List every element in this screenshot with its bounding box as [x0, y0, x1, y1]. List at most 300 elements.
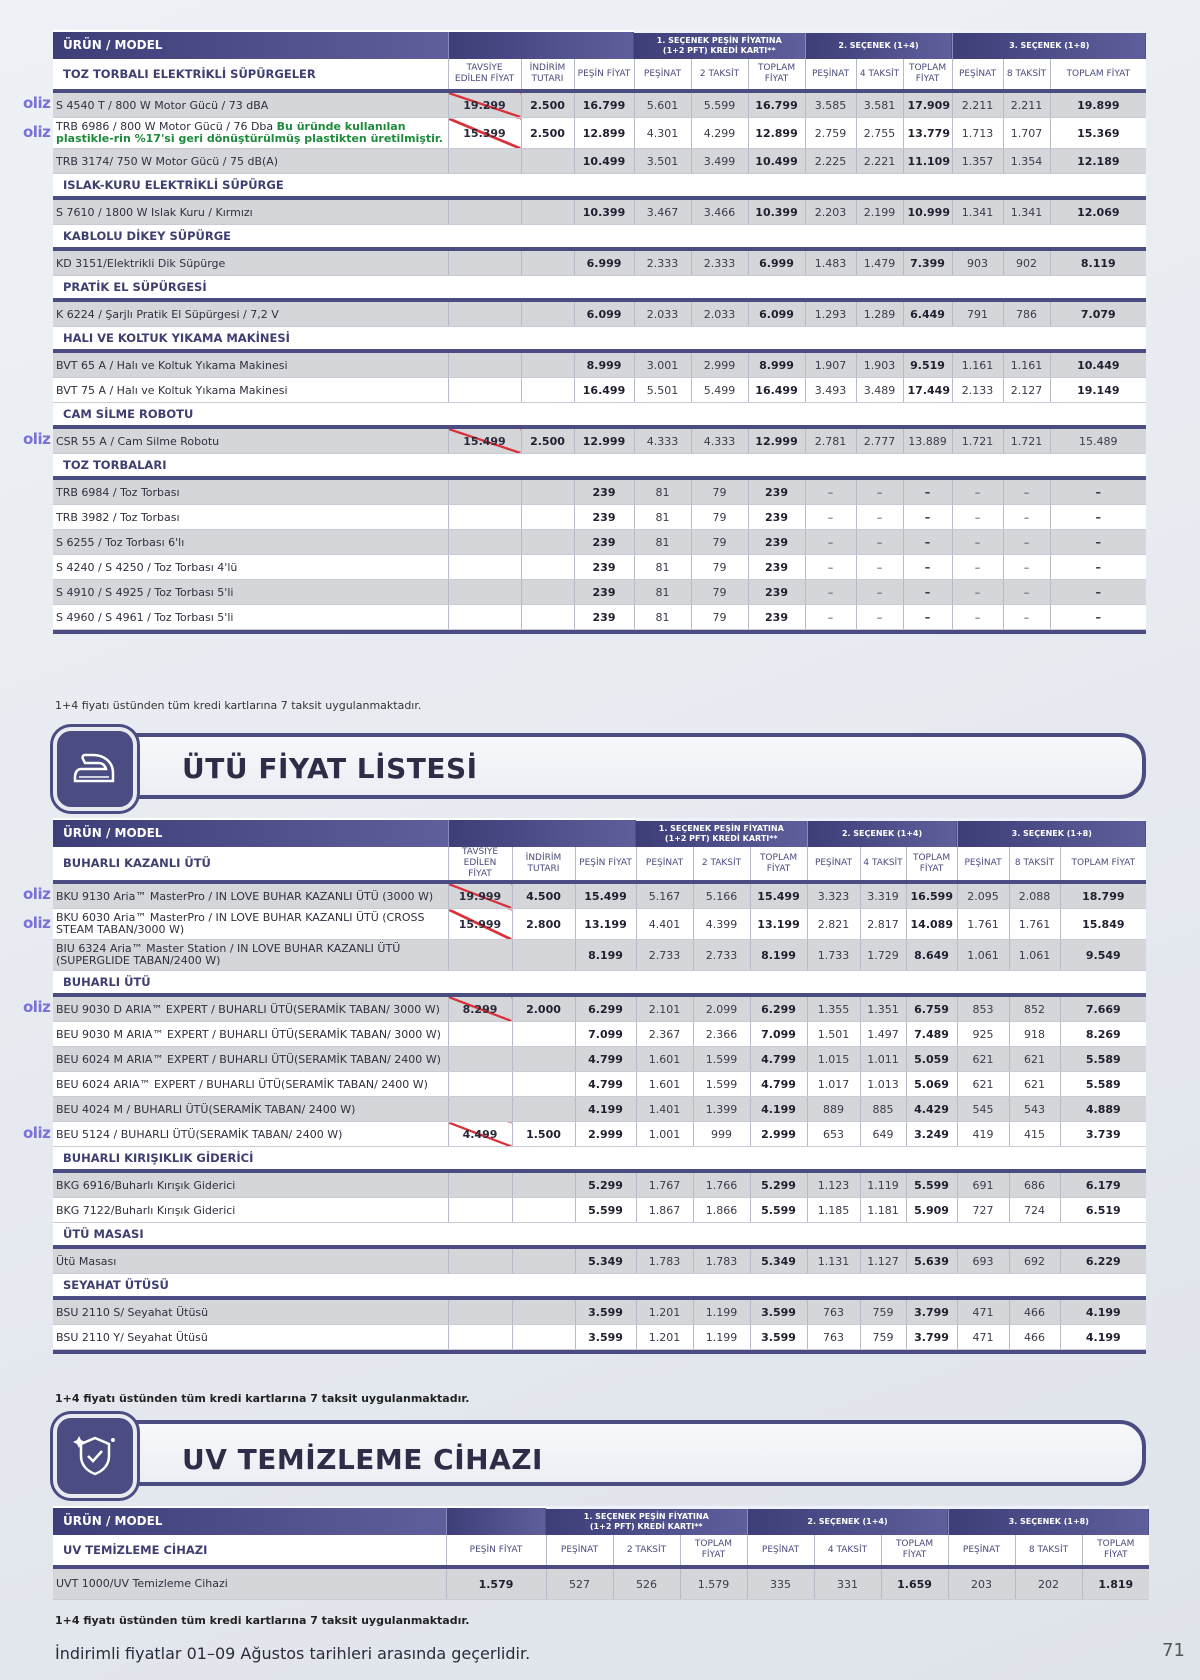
price-cell: 918	[1009, 1022, 1060, 1047]
col-option1: 1. SEÇENEK PEŞİN FİYATINA (1+2 PFT) KREDİ KARTI**	[546, 1508, 747, 1536]
price-cell: 16.799	[574, 91, 634, 118]
price-cell: 2.225	[805, 149, 856, 174]
price-cell: 3.799	[906, 1298, 957, 1325]
price-cell: 239	[748, 605, 805, 630]
price-cell: 791	[952, 300, 1003, 327]
price-cell: 6.229	[1060, 1247, 1146, 1274]
section-header: ISLAK-KURU ELEKTRİKLİ SÜPÜRGE	[53, 174, 1146, 199]
table-row	[53, 427, 1146, 454]
price-cell: –	[805, 478, 856, 505]
product-name	[53, 909, 448, 940]
validity-footer: İndirimli fiyatlar 01–09 Ağustos tarihleri arasında geçerlidir.	[55, 1644, 531, 1663]
product-name-text: S 7610 / 1800 W Islak Kuru / Kırmızı	[56, 205, 253, 219]
price-cell: 1.161	[952, 351, 1003, 378]
price-cell: 16.599	[906, 882, 957, 909]
col-toplam: TOPLAM FİYAT	[680, 1535, 747, 1567]
discount-cell	[521, 580, 574, 605]
discount-cell	[512, 1072, 575, 1097]
price-cell: 1.017	[807, 1072, 860, 1097]
col-tavsiye: TAVSİYE EDİLEN FİYAT	[448, 59, 521, 91]
list-price-cell: 19.999	[448, 882, 512, 909]
discount-cell	[512, 1171, 575, 1198]
price-cell: 1.013	[860, 1072, 906, 1097]
price-cell: 3.319	[860, 882, 906, 909]
price-cell: 526	[613, 1567, 680, 1600]
product-name-text: BEU 6024 ARIA™ EXPERT / BUHARLI ÜTÜ(SERAMİK TABAN/ 2400 W)	[56, 1077, 428, 1091]
col-toplam: TOPLAM FİYAT	[748, 59, 805, 91]
product-name-text: BEU 9030 D ARIA™ EXPERT / BUHARLI ÜTÜ(SERAMİK TABAN/ 3000 W)	[56, 1002, 440, 1016]
price-cell: 5.059	[906, 1047, 957, 1072]
price-cell: 1.015	[807, 1047, 860, 1072]
price-cell: –	[903, 505, 952, 530]
col-pesinat: PEŞİNAT	[634, 59, 691, 91]
product-name	[53, 1097, 448, 1122]
list-price-cell	[448, 505, 521, 530]
price-cell: 724	[1009, 1198, 1060, 1223]
price-cell: 5.349	[750, 1247, 807, 1274]
price-cell: 3.501	[634, 149, 691, 174]
product-name	[53, 505, 448, 530]
col-toplam: TOPLAM FİYAT	[750, 847, 807, 882]
product-name-text: BVT 75 A / Halı ve Koltuk Yıkama Makinesi	[56, 383, 288, 397]
price-cell: 1.707	[1003, 118, 1050, 149]
price-cell: 3.489	[856, 378, 903, 403]
price-cell: 239	[748, 478, 805, 505]
price-cell: 2.999	[750, 1122, 807, 1147]
list-price-cell	[448, 605, 521, 630]
col-option3: 3. SEÇENEK (1+8)	[957, 820, 1146, 848]
uv-icon-box	[53, 1414, 137, 1498]
price-cell: 2.759	[805, 118, 856, 149]
price-cell: 8.119	[1050, 249, 1146, 276]
oliz-logo: oliz	[23, 1124, 51, 1142]
price-cell: 2.221	[856, 149, 903, 174]
list-price-cell	[448, 1047, 512, 1072]
price-cell: 2.133	[952, 378, 1003, 403]
list-price-cell: 4.499	[448, 1122, 512, 1147]
product-name-text: BSU 2110 Y/ Seyahat Ütüsü	[56, 1330, 208, 1344]
discount-cell	[521, 198, 574, 225]
discount-cell	[512, 1022, 575, 1047]
price-cell: 239	[748, 530, 805, 555]
table-row	[53, 530, 1146, 555]
price-cell: 17.449	[903, 378, 952, 403]
price-cell: 5.599	[906, 1171, 957, 1198]
table-row	[53, 1122, 1146, 1147]
price-cell: –	[903, 530, 952, 555]
price-cell: 2.999	[691, 351, 748, 378]
price-cell: 79	[691, 530, 748, 555]
price-cell: 621	[1009, 1047, 1060, 1072]
discount-cell	[521, 149, 574, 174]
price-cell: 81	[634, 605, 691, 630]
list-price-cell	[448, 198, 521, 225]
price-cell: 239	[748, 580, 805, 605]
price-cell: 3.799	[906, 1325, 957, 1350]
table-row	[53, 1171, 1146, 1198]
price-cell: 1.819	[1082, 1567, 1149, 1600]
product-name	[53, 198, 448, 225]
price-cell: 5.909	[906, 1198, 957, 1223]
list-price-cell	[448, 940, 512, 971]
table-row	[53, 1567, 1149, 1600]
discount-cell: 2.500	[521, 118, 574, 149]
price-cell: 2.088	[1009, 882, 1060, 909]
category-label: TOZ TORBALI ELEKTRİKLİ SÜPÜRGELER	[53, 59, 448, 91]
price-cell: 621	[1009, 1072, 1060, 1097]
col-pesin-fiyat: PEŞİN FİYAT	[575, 847, 636, 882]
price-cell: 1.483	[805, 249, 856, 276]
price-cell: 6.099	[574, 300, 634, 327]
discount-cell: 4.500	[512, 882, 575, 909]
vacuum-price-table	[53, 30, 1146, 634]
price-cell: 5.589	[1060, 1047, 1146, 1072]
price-cell: –	[856, 580, 903, 605]
col-option2: 2. SEÇENEK (1+4)	[747, 1508, 948, 1536]
list-price-cell	[448, 1298, 512, 1325]
price-cell: 5.599	[750, 1198, 807, 1223]
discount-cell	[521, 555, 574, 580]
price-cell: 1.903	[856, 351, 903, 378]
price-cell: –	[903, 580, 952, 605]
price-cell: 12.189	[1050, 149, 1146, 174]
table-row	[53, 1325, 1146, 1350]
product-name-text: BVT 65 A / Halı ve Koltuk Yıkama Makinesi	[56, 358, 288, 372]
col-pesinat: PEŞİNAT	[805, 59, 856, 91]
price-cell: 8.649	[906, 940, 957, 971]
price-cell: 12.899	[574, 118, 634, 149]
product-name	[53, 1247, 448, 1274]
price-cell: 2.999	[575, 1122, 636, 1147]
table-row	[53, 555, 1146, 580]
discount-cell	[512, 1097, 575, 1122]
price-cell: 5.166	[693, 882, 750, 909]
product-name-text: S 4960 / S 4961 / Toz Torbası 5'li	[56, 610, 234, 624]
price-cell: 692	[1009, 1247, 1060, 1274]
list-price-cell: 15.499	[448, 427, 521, 454]
list-price-cell	[448, 1022, 512, 1047]
price-cell: 15.849	[1060, 909, 1146, 940]
price-cell: 3.001	[634, 351, 691, 378]
product-name	[53, 351, 448, 378]
price-cell: –	[952, 605, 1003, 630]
discount-cell	[521, 249, 574, 276]
price-cell: 6.519	[1060, 1198, 1146, 1223]
col-pesinat: PEŞİNAT	[546, 1535, 613, 1567]
table-row	[53, 91, 1146, 118]
price-cell: 1.479	[856, 249, 903, 276]
price-cell: 4.399	[693, 909, 750, 940]
price-cell: –	[856, 530, 903, 555]
price-cell: 79	[691, 605, 748, 630]
price-cell: 8.999	[748, 351, 805, 378]
price-cell: –	[1050, 580, 1146, 605]
installment-note: 1+4 fiyatı üstünden tüm kredi kartlarına 7 taksit uygulanmaktadır.	[55, 1392, 470, 1405]
price-cell: 2.821	[807, 909, 860, 940]
price-cell: 1.907	[805, 351, 856, 378]
price-cell: –	[1050, 478, 1146, 505]
price-cell: 999	[693, 1122, 750, 1147]
price-cell: 6.179	[1060, 1171, 1146, 1198]
price-cell: 1.579	[680, 1567, 747, 1600]
price-cell: 7.099	[575, 1022, 636, 1047]
col-taksit8: 8 TAKSİT	[1015, 1535, 1082, 1567]
section-header: PRATİK EL SÜPÜRGESİ	[53, 276, 1146, 301]
price-cell: 7.669	[1060, 995, 1146, 1022]
col-toplam: TOPLAM FİYAT	[903, 59, 952, 91]
price-cell: –	[1050, 555, 1146, 580]
product-name-text: KD 3151/Elektrikli Dik Süpürge	[56, 256, 226, 270]
price-cell: 471	[957, 1298, 1009, 1325]
product-name-text: BKG 6916/Buharlı Kırışık Giderici	[56, 1178, 236, 1192]
product-name	[53, 940, 448, 971]
table-row	[53, 1047, 1146, 1072]
oliz-logo: oliz	[23, 94, 51, 113]
price-cell: –	[1003, 580, 1050, 605]
list-price-cell	[448, 530, 521, 555]
price-cell: 12.999	[748, 427, 805, 454]
col-option2: 2. SEÇENEK (1+4)	[807, 820, 957, 848]
installment-note: 1+4 fiyatı üstünden tüm kredi kartlarına 7 taksit uygulanmaktadır.	[55, 1614, 470, 1627]
oliz-logo: oliz	[23, 914, 51, 932]
price-cell: 1.293	[805, 300, 856, 327]
shield-check-icon	[69, 1430, 121, 1482]
price-cell: 14.089	[906, 909, 957, 940]
price-cell: 5.499	[691, 378, 748, 403]
product-name-text: TRB 3982 / Toz Torbası	[56, 510, 180, 524]
list-price-cell	[448, 149, 521, 174]
col-toplam: TOPLAM FİYAT	[1050, 59, 1146, 91]
table-row	[53, 995, 1146, 1022]
price-cell: 6.759	[906, 995, 957, 1022]
product-name-text: K 6224 / Şarjlı Pratik El Süpürgesi / 7,2 V	[56, 307, 279, 321]
price-cell: 5.167	[636, 882, 693, 909]
price-cell: 81	[634, 505, 691, 530]
list-price-cell: 19.299	[448, 91, 521, 118]
price-cell: 239	[574, 605, 634, 630]
list-price-cell: 15.399	[448, 118, 521, 149]
table-row	[53, 149, 1146, 174]
col-toplam: TOPLAM FİYAT	[881, 1535, 948, 1567]
price-cell: 239	[748, 505, 805, 530]
price-cell: 1.289	[856, 300, 903, 327]
table-row	[53, 118, 1146, 149]
col-toplam: TOPLAM FİYAT	[1082, 1535, 1149, 1567]
price-cell: 19.899	[1050, 91, 1146, 118]
col-taksit4: 4 TAKSİT	[860, 847, 906, 882]
col-pesinat: PEŞİNAT	[957, 847, 1009, 882]
product-name-text: Ütü Masası	[56, 1254, 117, 1268]
price-cell: 902	[1003, 249, 1050, 276]
price-cell: 4.199	[1060, 1325, 1146, 1350]
price-cell: 1.401	[636, 1097, 693, 1122]
price-cell: 3.599	[575, 1325, 636, 1350]
table-row	[53, 909, 1146, 940]
price-cell: 1.131	[807, 1247, 860, 1274]
price-cell: 415	[1009, 1122, 1060, 1147]
product-name-text: S 4910 / S 4925 / Toz Torbası 5'li	[56, 585, 234, 599]
product-name-text: TRB 6984 / Toz Torbası	[56, 485, 180, 499]
price-cell: 691	[957, 1171, 1009, 1198]
price-cell: 202	[1015, 1567, 1082, 1600]
price-cell: 8.269	[1060, 1022, 1146, 1047]
price-cell: 10.399	[574, 198, 634, 225]
price-cell: 3.466	[691, 198, 748, 225]
price-cell: 3.493	[805, 378, 856, 403]
col-product-model: ÜRÜN / MODEL	[53, 820, 448, 848]
price-cell: 3.739	[1060, 1122, 1146, 1147]
price-cell: 763	[807, 1298, 860, 1325]
table-row	[53, 605, 1146, 630]
price-cell: 2.101	[636, 995, 693, 1022]
product-name-text: S 6255 / Toz Torbası 6'lı	[56, 535, 185, 549]
discount-cell: 1.500	[512, 1122, 575, 1147]
product-name-text: BEU 5124 / BUHARLI ÜTÜ(SERAMİK TABAN/ 2400 W)	[56, 1127, 343, 1141]
price-cell: 7.399	[903, 249, 952, 276]
product-name	[53, 91, 448, 118]
iron-icon	[69, 743, 121, 795]
price-cell: –	[952, 580, 1003, 605]
table-row	[53, 249, 1146, 276]
list-price-cell	[448, 478, 521, 505]
price-cell: –	[1003, 555, 1050, 580]
price-cell: 1.579	[446, 1567, 546, 1600]
table-end-line	[53, 1350, 1146, 1353]
product-name	[53, 249, 448, 276]
price-cell: 11.109	[903, 149, 952, 174]
price-cell: 2.203	[805, 198, 856, 225]
price-cell: 6.999	[574, 249, 634, 276]
price-cell: 239	[574, 505, 634, 530]
uv-banner-title: UV TEMİZLEME CİHAZI	[182, 1443, 543, 1476]
discount-cell: 2.800	[512, 909, 575, 940]
price-cell: 4.333	[634, 427, 691, 454]
section-header: TOZ TORBALARI	[53, 454, 1146, 479]
price-cell: 3.599	[750, 1298, 807, 1325]
price-cell: 6.999	[748, 249, 805, 276]
price-cell: 2.817	[860, 909, 906, 940]
product-name	[53, 1122, 448, 1147]
product-name-text: BEU 9030 M ARIA™ EXPERT / BUHARLI ÜTÜ(SERAMİK TABAN/ 3000 W)	[56, 1027, 441, 1041]
price-cell: 621	[957, 1047, 1009, 1072]
price-cell: 239	[574, 478, 634, 505]
col-pesin-fiyat: PEŞİN FİYAT	[446, 1535, 546, 1567]
price-cell: –	[1050, 530, 1146, 555]
product-name-text: TRB 3174/ 750 W Motor Gücü / 75 dB(A)	[56, 154, 279, 168]
list-price-cell	[448, 555, 521, 580]
category-label: UV TEMİZLEME CİHAZI	[53, 1535, 446, 1567]
section-header: BUHARLI KIRIŞIKLIK GİDERİCİ	[53, 1147, 1146, 1172]
table-row	[53, 351, 1146, 378]
price-cell: 15.489	[1050, 427, 1146, 454]
list-price-cell: 15.999	[448, 909, 512, 940]
price-cell: 419	[957, 1122, 1009, 1147]
discount-cell	[521, 605, 574, 630]
col-option1: 1. SEÇENEK PEŞİN FİYATINA (1+2 PFT) KREDİ KARTI**	[634, 32, 805, 60]
product-name-text: BEU 4024 M / BUHARLI ÜTÜ(SERAMİK TABAN/ 2400 W)	[56, 1102, 356, 1116]
price-cell: 4.301	[634, 118, 691, 149]
price-cell: 1.119	[860, 1171, 906, 1198]
price-cell: –	[1050, 605, 1146, 630]
price-cell: 1.733	[807, 940, 860, 971]
discount-cell	[521, 505, 574, 530]
col-toplam: TOPLAM FİYAT	[1060, 847, 1146, 882]
price-cell: 1.127	[860, 1247, 906, 1274]
price-cell: –	[805, 580, 856, 605]
col-taksit4: 4 TAKSİT	[814, 1535, 881, 1567]
price-cell: 466	[1009, 1298, 1060, 1325]
product-name	[53, 378, 448, 403]
price-cell: 1.011	[860, 1047, 906, 1072]
price-cell: 2.033	[691, 300, 748, 327]
discount-cell: 2.000	[512, 995, 575, 1022]
price-cell: 527	[546, 1567, 613, 1600]
price-cell: –	[805, 605, 856, 630]
oliz-logo: oliz	[23, 885, 51, 904]
price-cell: 15.499	[750, 882, 807, 909]
table-row	[53, 1072, 1146, 1097]
price-cell: 885	[860, 1097, 906, 1122]
price-cell: 2.127	[1003, 378, 1050, 403]
price-cell: –	[903, 478, 952, 505]
price-cell: 1.341	[952, 198, 1003, 225]
section-header: HALI VE KOLTUK YIKAMA MAKİNESİ	[53, 327, 1146, 352]
product-name-text: S 4240 / S 4250 / Toz Torbası 4'lü	[56, 560, 238, 574]
price-cell: 79	[691, 580, 748, 605]
recycled-note: Bu üründe kullanılan plastikle-rin %17'si geri dönüştürülmüş plastikten üretilmiştir.	[56, 120, 443, 145]
price-cell: 1.199	[693, 1298, 750, 1325]
price-cell: 3.249	[906, 1122, 957, 1147]
price-cell: 1.399	[693, 1097, 750, 1122]
price-cell: 1.497	[860, 1022, 906, 1047]
product-name	[53, 1072, 448, 1097]
price-cell: 1.181	[860, 1198, 906, 1223]
price-cell: 9.519	[903, 351, 952, 378]
price-cell: 2.211	[952, 91, 1003, 118]
col-product-model: ÜRÜN / MODEL	[53, 32, 448, 60]
price-cell: 239	[574, 555, 634, 580]
price-cell: 239	[574, 530, 634, 555]
price-cell: 6.299	[575, 995, 636, 1022]
price-cell: 1.123	[807, 1171, 860, 1198]
product-name-text: TRB 6986 / 800 W Motor Gücü / 76 Dba	[56, 120, 277, 133]
product-name	[53, 530, 448, 555]
col-pesinat: PEŞİNAT	[952, 59, 1003, 91]
price-cell: 5.299	[575, 1171, 636, 1198]
price-cell: 4.799	[750, 1047, 807, 1072]
price-cell: 1.341	[1003, 198, 1050, 225]
list-price-cell	[448, 1198, 512, 1223]
price-cell: 852	[1009, 995, 1060, 1022]
price-cell: –	[1050, 505, 1146, 530]
price-cell: –	[952, 530, 1003, 555]
price-cell: 903	[952, 249, 1003, 276]
list-price-cell	[448, 1171, 512, 1198]
table-row	[53, 1247, 1146, 1274]
oliz-logo: oliz	[23, 430, 51, 449]
price-cell: 5.501	[634, 378, 691, 403]
price-cell: 5.589	[1060, 1072, 1146, 1097]
col-taksit4: 4 TAKSİT	[856, 59, 903, 91]
col-pesinat: PEŞİNAT	[636, 847, 693, 882]
price-cell: 686	[1009, 1171, 1060, 1198]
price-cell: 203	[948, 1567, 1015, 1600]
product-name	[53, 555, 448, 580]
price-cell: 1.761	[1009, 909, 1060, 940]
price-cell: 1.867	[636, 1198, 693, 1223]
col-taksit2: 2 TAKSİT	[693, 847, 750, 882]
price-cell: 79	[691, 478, 748, 505]
